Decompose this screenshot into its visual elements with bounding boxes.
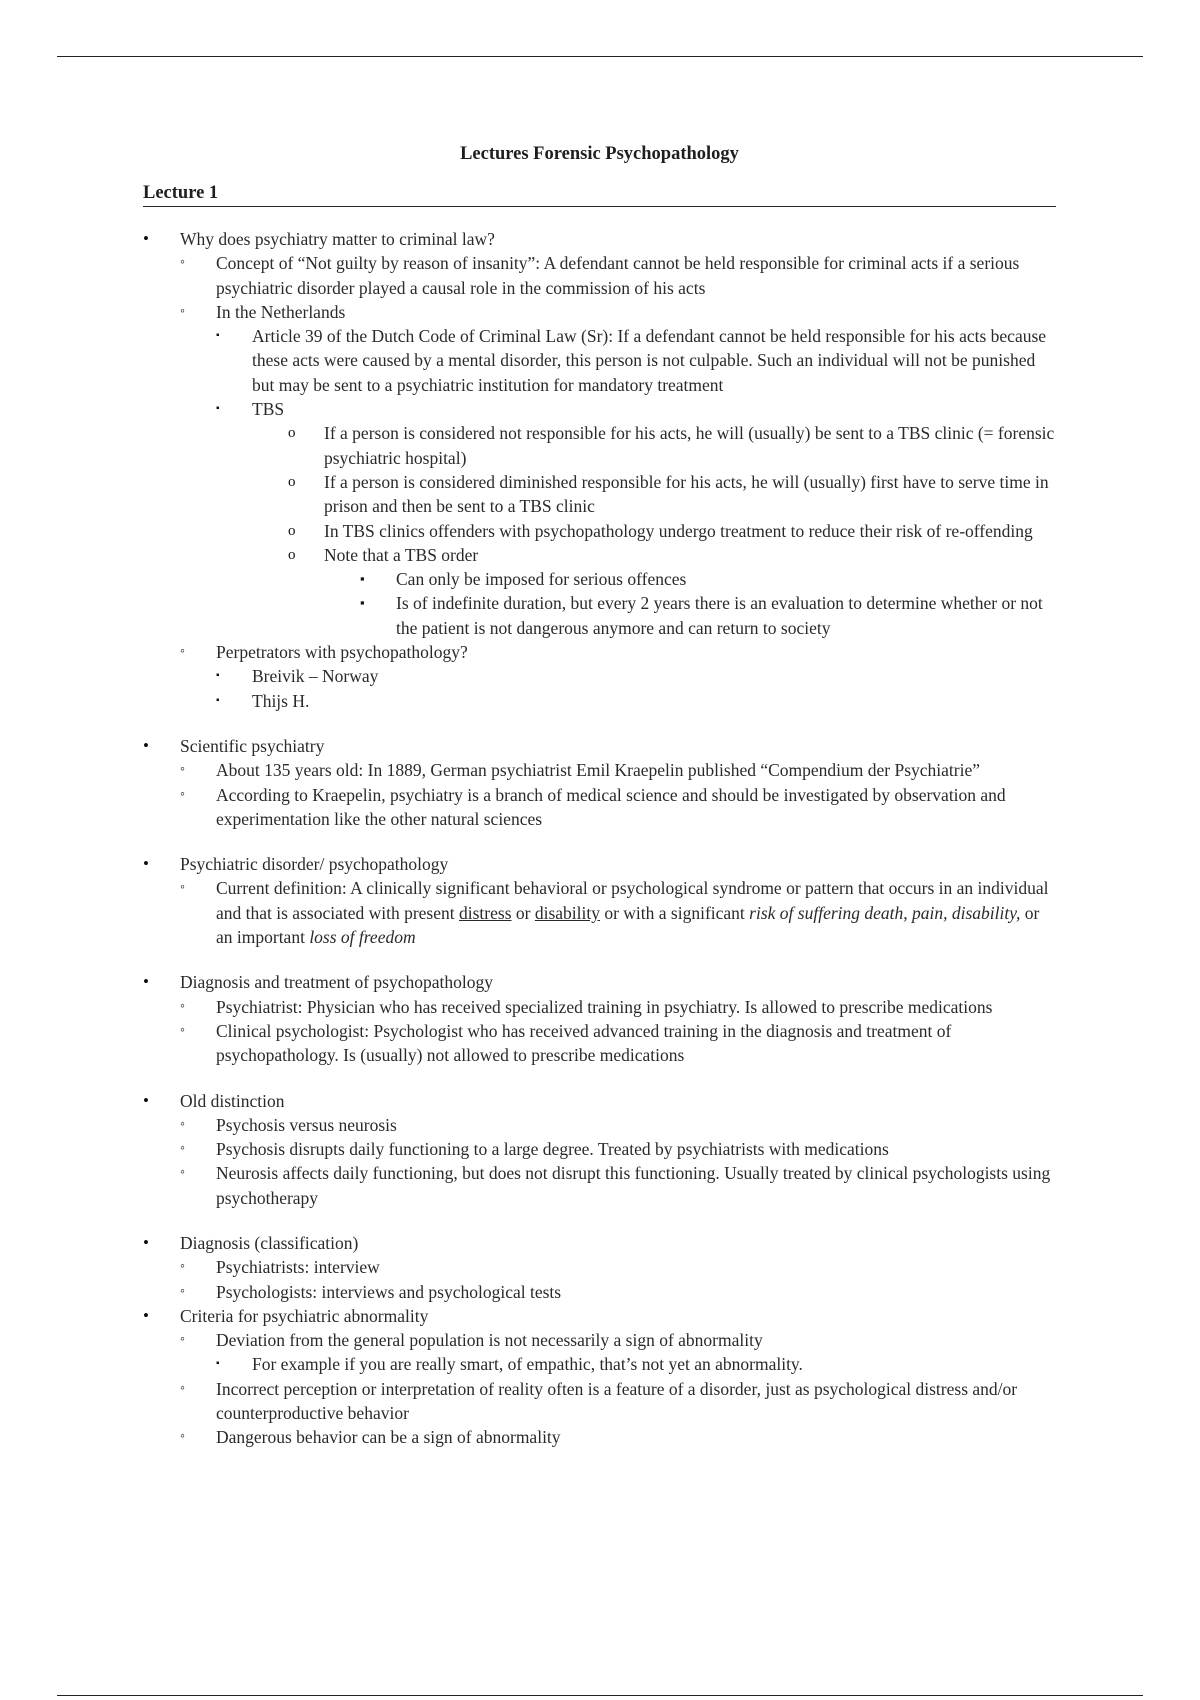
list-item: o In TBS clinics offenders with psychopathology undergo treatment to reduce their risk of re-offending <box>288 519 1056 543</box>
section-heading: Old distinction <box>180 1090 285 1111</box>
list-item: o Note that a TBS order ▪ Can only be imposed for serious offences ▪ Is of indefinite duration, but every 2 years there is an evaluation to determine whether or not the patient is not dangerous anymore and can return to society <box>288 543 1056 640</box>
lecture-outline <box>143 227 1056 1450</box>
document-page <box>143 144 1056 1450</box>
list-item: ▪ For example if you are really smart, of empathic, that’s not yet an abnormality. <box>216 1352 1056 1376</box>
list-item: ◦ Perpetrators with psychopathology? ▪ Breivik – Norway ▪ Thijs H. <box>180 640 1056 713</box>
footer-rule <box>57 1695 1143 1696</box>
list-item: ◦ Current definition: A clinically significant behavioral or psychological syndrome or pattern that occurs in an individual and that is associated with present distress or disability or with a significant risk of suffering death, pain, disability, or an important loss of freedom <box>180 876 1056 949</box>
lecture-heading: Lecture 1 <box>143 183 1056 207</box>
list-item: ◦ Psychosis disrupts daily functioning to a large degree. Treated by psychiatrists with medications <box>180 1137 1056 1161</box>
list-item: ◦ Psychosis versus neurosis <box>180 1113 1056 1137</box>
list-item: ◦ In the Netherlands ▪ Article 39 of the Dutch Code of Criminal Law (Sr): If a defendant cannot be held responsible for his acts because these acts were caused by a mental disorder, this person is not culpable. Such an individual will not be punished but may be sent to a psychiatric institution for mandatory treatment ▪ TBS o If a person is considered not responsible for his acts, he will (usually) be sent to a TBS clinic (= forensic psychiatric hospital) o If a person is considered diminished responsible for his acts, he will (usually) first have to serve time in prison and then be sent to a TBS clinic o In TBS clinics offenders with psychopathology undergo treatment to reduce their risk of re-offending o Note that a TBS order ▪ Can only be imposed for serious offences ▪ Is of indefinite duration, but every 2 years there is an evaluation to determine whether or not the patient is not dangerous anymore and can return to society <box>180 300 1056 640</box>
section-heading: Why does psychiatry matter to criminal law? <box>180 229 495 249</box>
section-heading: Diagnosis and treatment of psychopathology <box>180 972 493 993</box>
list-item: ◦ Concept of “Not guilty by reason of insanity”: A defendant cannot be held responsible for criminal acts if a serious psychiatric disorder played a causal role in the commission of his acts <box>180 251 1056 300</box>
list-item <box>143 852 1056 949</box>
list-item: ◦ Dangerous behavior can be a sign of abnormality <box>180 1425 1056 1449</box>
list-item: ▪ Breivik – Norway <box>216 664 1056 688</box>
list-item <box>143 970 1056 1067</box>
document-title: Lectures Forensic Psychopathology <box>460 144 739 164</box>
list-item <box>143 1231 1056 1304</box>
list-item <box>143 1304 1056 1450</box>
list-item: ▪ Article 39 of the Dutch Code of Criminal Law (Sr): If a defendant cannot be held responsible for his acts because these acts were caused by a mental disorder, this person is not culpable. Such an individual will not be punished but may be sent to a psychiatric institution for mandatory treatment <box>216 324 1056 397</box>
list-item: ◦ Deviation from the general population is not necessarily a sign of abnormality ▪ For example if you are really smart, of empathic, that’s not yet an abnormality. <box>180 1328 1056 1377</box>
list-item: ▪ Thijs H. <box>216 689 1056 713</box>
header-rule <box>57 56 1143 57</box>
section-heading: Psychiatric disorder/ psychopathology <box>180 854 449 875</box>
list-item: ◦ Psychiatrists: interview <box>180 1255 1056 1279</box>
list-item <box>143 734 1056 831</box>
list-item: ◦ Clinical psychologist: Psychologist who has received advanced training in the diagnosis and treatment of psychopathology. Is (usually) not allowed to prescribe medications <box>180 1019 1056 1068</box>
list-item: ◦ Psychiatrist: Physician who has received specialized training in psychiatry. Is allowed to prescribe medications <box>180 995 1056 1019</box>
section-heading: Diagnosis (classification) <box>180 1232 359 1253</box>
list-item: ▪ Can only be imposed for serious offences <box>360 567 1056 591</box>
list-item: ◦ Incorrect perception or interpretation of reality often is a feature of a disorder, just as psychological distress and/or counterproductive behavior <box>180 1377 1056 1426</box>
section-heading: Scientific psychiatry <box>180 735 325 756</box>
list-item: o If a person is considered diminished responsible for his acts, he will (usually) first have to serve time in prison and then be sent to a TBS clinic <box>288 470 1056 519</box>
list-item: ◦ Psychologists: interviews and psychological tests <box>180 1280 1056 1304</box>
list-item: o If a person is considered not responsible for his acts, he will (usually) be sent to a TBS clinic (= forensic psychiatric hospital) <box>288 421 1056 470</box>
list-item: ◦ Neurosis affects daily functioning, but does not disrupt this functioning. Usually treated by clinical psychologists using psychotherapy <box>180 1161 1056 1210</box>
list-item: ▪ TBS o If a person is considered not responsible for his acts, he will (usually) be sent to a TBS clinic (= forensic psychiatric hospital) o If a person is considered diminished responsible for his acts, he will (usually) first have to serve time in prison and then be sent to a TBS clinic o In TBS clinics offenders with psychopathology undergo treatment to reduce their risk of re-offending o Note that a TBS order ▪ Can only be imposed for serious offences ▪ Is of indefinite duration, but every 2 years there is an evaluation to determine whether or not the patient is not dangerous anymore and can return to society <box>216 397 1056 640</box>
list-item <box>143 227 1056 713</box>
list-item: ◦ About 135 years old: In 1889, German psychiatrist Emil Kraepelin published “Compendium der Psychiatrie” <box>180 758 1056 782</box>
list-item: ▪ Is of indefinite duration, but every 2 years there is an evaluation to determine whether or not the patient is not dangerous anymore and can return to society <box>360 591 1056 640</box>
section-heading: Criteria for psychiatric abnormality <box>180 1305 429 1326</box>
list-item <box>143 1089 1056 1210</box>
list-item: ◦ According to Kraepelin, psychiatry is a branch of medical science and should be investigated by observation and experimentation like the other natural sciences <box>180 783 1056 832</box>
